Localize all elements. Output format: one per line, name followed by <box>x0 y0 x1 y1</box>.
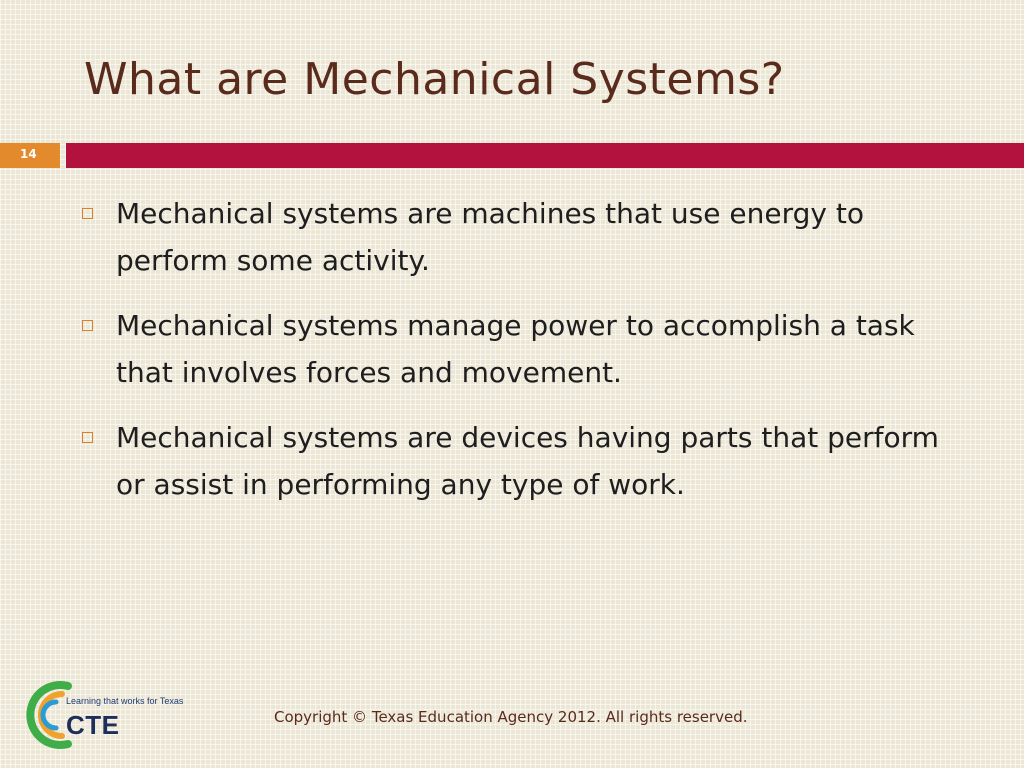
logo-text: CTE <box>66 710 120 740</box>
bullet-item <box>82 190 962 284</box>
bullet-text: Mechanical systems are devices having parts that perform or assist in performing any type of work. <box>116 421 939 501</box>
square-bullet-icon <box>82 320 93 331</box>
copyright-notice: Copyright © Texas Education Agency 2012. All rights reserved. <box>274 708 748 726</box>
cte-logo <box>22 674 222 754</box>
logo-tagline: Learning that works for Texas <box>66 696 184 706</box>
slide-number: 14 <box>20 147 37 161</box>
title-accent-bar <box>66 143 1024 168</box>
bullet-text: Mechanical systems manage power to accomplish a task that involves forces and movement. <box>116 309 915 389</box>
square-bullet-icon <box>82 208 93 219</box>
bullet-list <box>82 190 962 526</box>
bullet-item <box>82 302 962 396</box>
bullet-item <box>82 414 962 508</box>
square-bullet-icon <box>82 432 93 443</box>
slide-number-badge <box>0 143 60 168</box>
slide-title: What are Mechanical Systems? <box>84 54 785 105</box>
bullet-text: Mechanical systems are machines that use energy to perform some activity. <box>116 197 864 277</box>
